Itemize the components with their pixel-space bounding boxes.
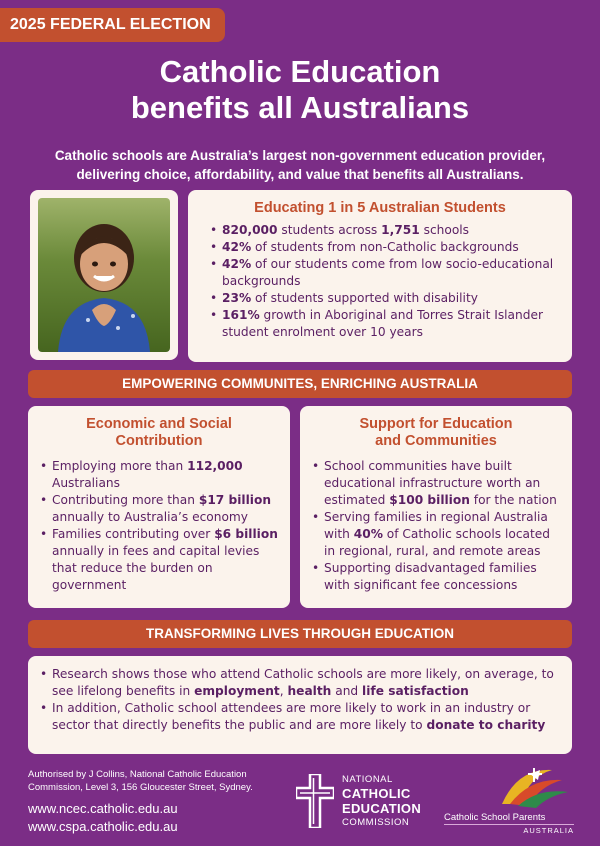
economic-card (28, 406, 290, 608)
subtitle-line-2: delivering choice, affordability, and value that benefits all Australians. (76, 167, 524, 182)
research-card (28, 656, 572, 754)
ncec-logo-line-1: NATIONAL (342, 774, 393, 785)
title-line-1: Catholic Education (159, 54, 441, 89)
list-item: • Research shows those who attend Catholic schools are more likely, on average, to see lifelong benefits in employment, health and life satisfaction (40, 666, 560, 700)
list-item: • 23% of students supported with disability (210, 290, 558, 307)
election-tag: 2025 FEDERAL ELECTION (0, 8, 225, 42)
list-item: • School communities have built educational infrastructure worth an estimated $100 billion for the nation (312, 458, 560, 509)
list-item: • 820,000 students across 1,751 schools (210, 222, 558, 239)
list-item: • 42% of our students come from low socio-educational backgrounds (210, 256, 558, 290)
support-list (312, 458, 560, 594)
cspa-swoosh-icon (440, 764, 585, 812)
ncec-logo (296, 772, 436, 832)
cross-icon (296, 774, 334, 828)
list-item: • In addition, Catholic school attendees are more likely to work in an industry or sector that directly benefits the public and are more likely to donate to charity (40, 700, 560, 734)
support-heading: Support for Education and Communities (359, 416, 513, 449)
list-item: • Employing more than 112,000 Australians (40, 458, 278, 492)
ncec-logo-line-2: CATHOLIC (342, 786, 411, 801)
cspa-logo (440, 764, 585, 836)
banner-transforming: TRANSFORMING LIVES THROUGH EDUCATION (28, 620, 572, 648)
cspa-logo-name: Catholic School Parents (444, 812, 546, 823)
students-list (202, 222, 558, 341)
students-card (188, 190, 572, 362)
list-item: • Serving families in regional Australia with 40% of Catholic schools located in regional, rural, and remote areas (312, 509, 560, 560)
subtitle-line-1: Catholic schools are Australia’s largest non-government education provider, (54, 148, 546, 163)
ncec-logo-line-4: COMMISSION (342, 817, 410, 828)
economic-list (40, 458, 278, 594)
list-item: • Contributing more than $17 billion annually to Australia’s economy (40, 492, 278, 526)
cspa-logo-country: AUSTRALIA (444, 824, 574, 835)
support-card (300, 406, 572, 608)
title-line-2: benefits all Australians (130, 90, 470, 125)
ncec-logo-line-3: EDUCATION (342, 801, 422, 816)
page-subtitle (20, 146, 580, 184)
authorisation-text: Authorised by J Collins, National Catholic Education Commission, Level 3, 156 Gloucester Street, Sydney. (28, 769, 253, 793)
ncec-link[interactable]: www.ncec.catholic.edu.au (28, 801, 178, 816)
banner-empowering: EMPOWERING COMMUNITES, ENRICHING AUSTRALIA (28, 370, 572, 398)
economic-heading: Economic and Social Contribution (86, 416, 232, 449)
research-list (40, 666, 560, 734)
list-item: • Families contributing over $6 billion annually in fees and capital levies that reduce the burden on government (40, 526, 278, 594)
students-heading: Educating 1 in 5 Australian Students (254, 200, 506, 216)
list-item: • 42% of students from non-Catholic backgrounds (210, 239, 558, 256)
student-photo (38, 198, 170, 352)
page-title (0, 54, 600, 126)
student-photo-frame (30, 190, 178, 360)
list-item: • 161% growth in Aboriginal and Torres Strait Islander student enrolment over 10 years (210, 307, 558, 341)
list-item: • Supporting disadvantaged families with significant fee concessions (312, 560, 560, 594)
cspa-link[interactable]: www.cspa.catholic.edu.au (28, 819, 178, 834)
student-illustration (38, 198, 170, 352)
